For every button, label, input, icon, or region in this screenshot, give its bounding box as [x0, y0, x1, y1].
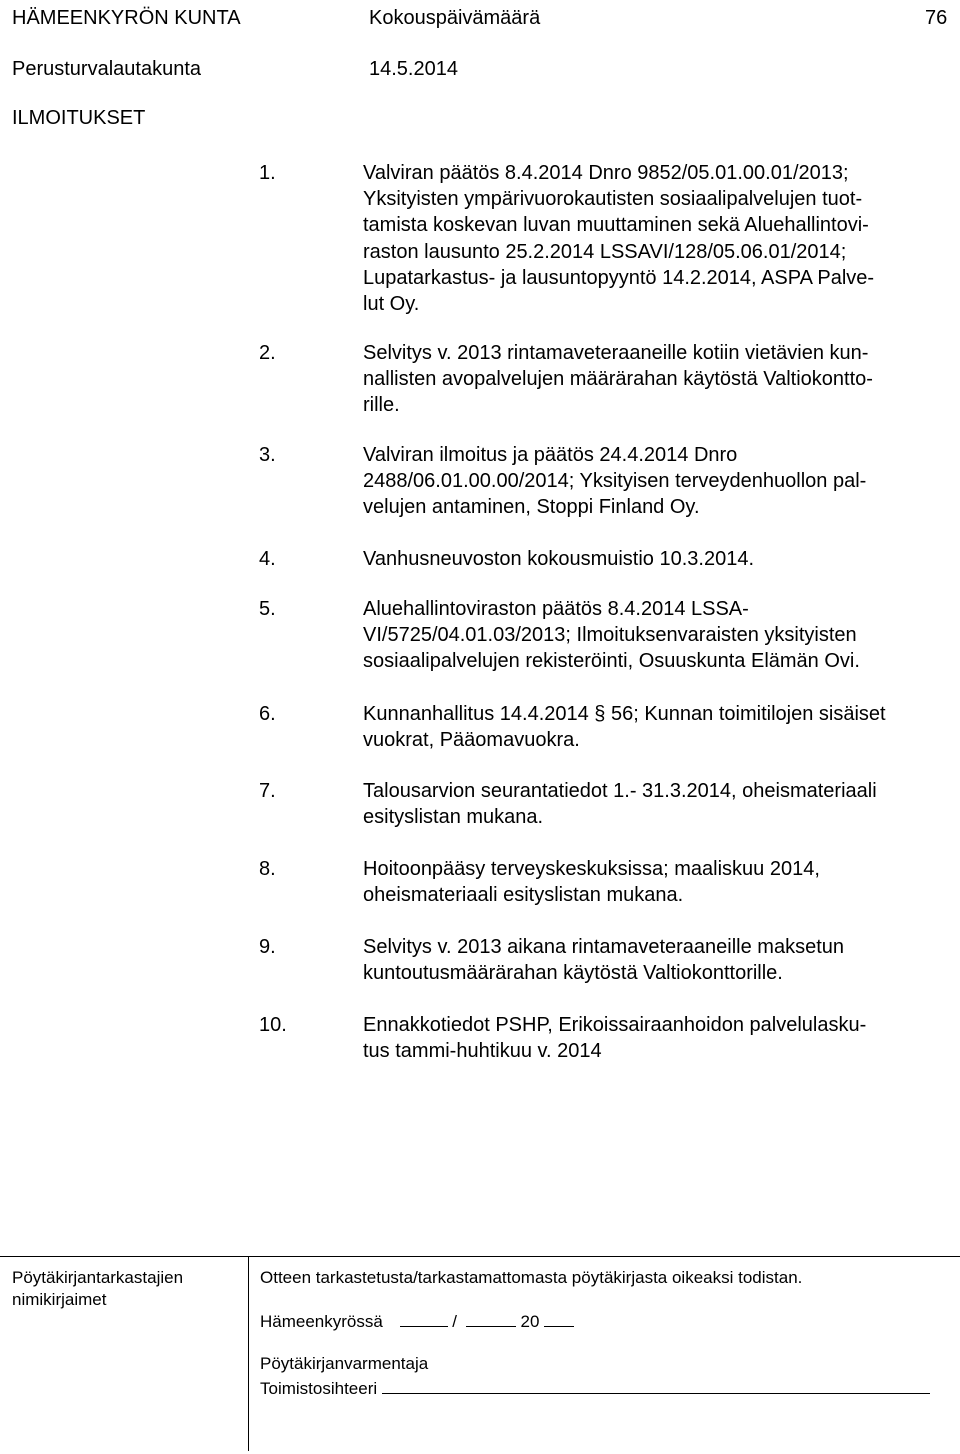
- item-text: [363, 701, 947, 753]
- document-type: Kokouspäivämäärä: [369, 7, 541, 29]
- item-line: Talousarvion seurantatiedot 1.- 31.3.2014, oheismateriaali: [363, 780, 877, 802]
- section-title: ILMOITUKSET: [12, 107, 146, 129]
- item-text: [363, 340, 947, 419]
- item-line: Valviran päätös 8.4.2014 Dnro 9852/05.01.00.01/2013;: [363, 162, 849, 184]
- item-line: VI/5725/04.01.03/2013; Ilmoituksenvaraisten yksityisten: [363, 624, 857, 647]
- item-line: Ennakkotiedot PSHP, Erikoissairaanhoidon palvelulasku-: [363, 1014, 867, 1036]
- secretary-line: [260, 1376, 930, 1400]
- item-line: lut Oy.: [363, 293, 420, 316]
- item-text: [363, 1012, 947, 1064]
- item-number: 9.: [259, 936, 276, 958]
- footer-divider: [248, 1257, 249, 1451]
- item-line: 2488/06.01.00.00/2014; Yksityisen terveydenhuollon pal-: [363, 470, 867, 493]
- item-number: 10.: [259, 1014, 287, 1036]
- item-line: oheismateriaali esityslistan mukana.: [363, 884, 684, 907]
- meeting-date: 14.5.2014: [369, 58, 458, 80]
- day-blank: [400, 1309, 448, 1327]
- secretary-label: Toimistosihteeri: [260, 1379, 378, 1398]
- item-line: tamista koskevan luvan muuttaminen sekä Aluehallintovi-: [363, 214, 869, 237]
- initials-label-line2: nimikirjaimet: [12, 1290, 107, 1309]
- committee-name: Perusturvalautakunta: [12, 58, 202, 80]
- item-text: [363, 934, 947, 986]
- item-number: 1.: [259, 162, 276, 184]
- item-line: esityslistan mukana.: [363, 806, 544, 829]
- item-line: Selvitys v. 2013 rintamaveteraaneille kotiin vietävien kun-: [363, 342, 869, 364]
- item-text: [363, 778, 947, 830]
- page-number: 76: [925, 7, 948, 29]
- item-text: [363, 160, 947, 317]
- item-number: 8.: [259, 858, 276, 880]
- month-blank: [466, 1309, 516, 1327]
- item-number: 5.: [259, 598, 276, 620]
- item-line: Yksityisten ympärivuorokautisten sosiaalipalvelujen tuot-: [363, 188, 863, 211]
- item-text: [363, 546, 947, 572]
- item-line: tus tammi-huhtikuu v. 2014: [363, 1040, 602, 1063]
- item-line: Hoitoonpääsy terveyskeskuksissa; maaliskuu 2014,: [363, 858, 820, 880]
- item-text: [363, 596, 947, 675]
- item-line: sosiaalipalvelujen rekisteröinti, Osuuskunta Elämän Ovi.: [363, 650, 860, 673]
- signature-blank: [382, 1376, 930, 1394]
- item-text: [363, 856, 947, 908]
- item-line: kuntoutusmäärärahan käytöstä Valtiokonttorille.: [363, 962, 783, 985]
- item-line: Kunnanhallitus 14.4.2014 § 56; Kunnan toimitilojen sisäiset: [363, 703, 886, 725]
- place-date-line: [260, 1309, 574, 1333]
- date-separator: /: [452, 1312, 458, 1331]
- place-label: Hämeenkyrössä: [260, 1312, 383, 1331]
- item-line: nallisten avopalvelujen määrärahan käytöstä Valtiokontto-: [363, 368, 873, 391]
- year-prefix: 20: [520, 1312, 540, 1331]
- item-number: 3.: [259, 444, 276, 466]
- certification-text: Otteen tarkastetusta/tarkastamattomasta pöytäkirjasta oikeaksi todistan.: [260, 1268, 803, 1287]
- signature-footer: [0, 1256, 960, 1454]
- year-blank: [544, 1309, 574, 1327]
- item-number: 7.: [259, 780, 276, 802]
- initials-label-line1: Pöytäkirjantarkastajien: [12, 1268, 184, 1287]
- item-number: 2.: [259, 342, 276, 364]
- item-line: Valviran ilmoitus ja päätös 24.4.2014 Dnro: [363, 444, 738, 466]
- item-line: Selvitys v. 2013 aikana rintamaveteraaneille maksetun: [363, 936, 844, 958]
- item-line: Lupatarkastus- ja lausuntopyyntö 14.2.2014, ASPA Palve-: [363, 266, 875, 289]
- item-text: [363, 442, 947, 521]
- item-line: rille.: [363, 394, 400, 417]
- item-number: 4.: [259, 548, 276, 570]
- initials-label: [12, 1267, 183, 1311]
- item-line: Aluehallintoviraston päätös 8.4.2014 LSSA-: [363, 598, 749, 620]
- organization-name: HÄMEENKYRÖN KUNTA: [12, 7, 241, 29]
- item-line: vuokrat, Pääomavuokra.: [363, 729, 580, 752]
- item-line: raston lausunto 25.2.2014 LSSAVI/128/05.06.01/2014;: [363, 240, 847, 263]
- item-line: Vanhusneuvoston kokousmuistio 10.3.2014.: [363, 548, 755, 570]
- verifier-label: Pöytäkirjanvarmentaja: [260, 1354, 429, 1373]
- item-line: velujen antaminen, Stoppi Finland Oy.: [363, 496, 700, 519]
- item-number: 6.: [259, 703, 276, 725]
